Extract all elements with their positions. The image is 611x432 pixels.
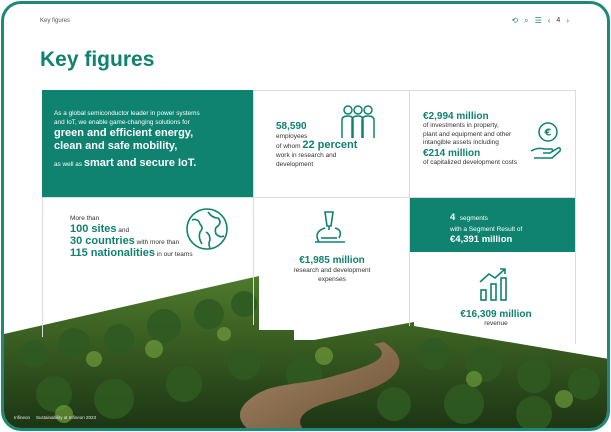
grid-divider	[253, 90, 575, 91]
of-whom-text: of whom	[276, 143, 301, 150]
investment-desc: intangible assets including	[423, 139, 499, 146]
rnd-desc: expenses	[318, 276, 346, 283]
svg-text:€: €	[544, 127, 552, 139]
employee-rest: development	[276, 161, 314, 168]
revenue-figure	[436, 309, 556, 327]
footer-brand: Infineon	[14, 415, 31, 420]
investment-amount: €2,994 million	[423, 111, 489, 122]
intro-prefix: as well as	[54, 161, 83, 168]
rnd-figure	[262, 255, 402, 284]
page-number: 4	[556, 17, 561, 24]
page-title: Key figures	[40, 48, 155, 71]
intro-line: As a global semiconductor leader in power systems	[54, 110, 200, 117]
grid-divider	[575, 90, 576, 344]
footer-doc: Sustainability at Infineon 2023	[36, 415, 97, 420]
footer	[14, 415, 96, 420]
segment-result: €4,391 million	[450, 234, 513, 245]
search-icon[interactable]: ⌕	[524, 16, 529, 25]
segments-box	[410, 198, 575, 252]
rotate-icon[interactable]: ⟲	[511, 16, 519, 25]
intro-bold: green and efficient energy,	[54, 127, 194, 139]
microscope-icon	[311, 208, 349, 246]
sites-figure	[70, 213, 240, 260]
section-label: Key figures	[40, 18, 71, 24]
more-than-text: More than	[70, 215, 100, 222]
investment-desc: plant and equipment and other	[423, 130, 512, 138]
rnd-desc: research and development	[293, 267, 371, 274]
investment-desc: of investments in property,	[423, 122, 499, 129]
revenue-label: revenue	[484, 320, 508, 327]
investment-desc: of capitalized development costs	[423, 158, 517, 166]
nationalities-line	[70, 248, 240, 260]
viewer-toolbar	[511, 16, 569, 26]
employees-figure	[276, 121, 416, 169]
investments-figure	[423, 111, 558, 167]
intro-bold: smart and secure IoT.	[83, 157, 197, 169]
nationality-count: 115 nationalities	[70, 247, 155, 259]
grid-divider	[42, 197, 43, 337]
employee-percent-line	[276, 141, 416, 151]
intro-mixed-line	[54, 157, 197, 169]
growth-chart-icon	[477, 266, 513, 302]
with-more-text: with more than	[136, 239, 180, 246]
intro-bold: clean and safe mobility,	[54, 140, 178, 152]
segment-count: 4	[450, 212, 456, 223]
grid-divider	[253, 90, 254, 325]
employee-rest: work in research and	[276, 152, 337, 159]
employee-count: 58,590	[276, 121, 307, 132]
segment-desc: with a Segment Result of	[450, 226, 523, 233]
and-text: and	[118, 227, 130, 234]
rnd-amount: €1,985 million	[299, 255, 365, 266]
capitalized-amount: €214 million	[423, 147, 481, 159]
prev-icon[interactable]: ‹	[547, 16, 551, 25]
next-icon[interactable]: ›	[566, 16, 569, 25]
segments-line	[450, 207, 575, 225]
country-count: 30 countries	[70, 235, 135, 247]
intro-line: and IoT, we enable game-changing solutions for	[54, 119, 190, 126]
employee-label: employees	[276, 133, 308, 140]
teams-text: in our teams	[156, 251, 193, 258]
revenue-amount: €16,309 million	[460, 309, 532, 320]
slide-frame	[1, 1, 610, 431]
site-count: 100 sites	[70, 223, 117, 235]
intro-box	[42, 90, 253, 197]
segment-label: segments	[459, 215, 488, 222]
rnd-percent: 22 percent	[302, 139, 358, 151]
menu-icon[interactable]: ☰	[534, 16, 542, 25]
